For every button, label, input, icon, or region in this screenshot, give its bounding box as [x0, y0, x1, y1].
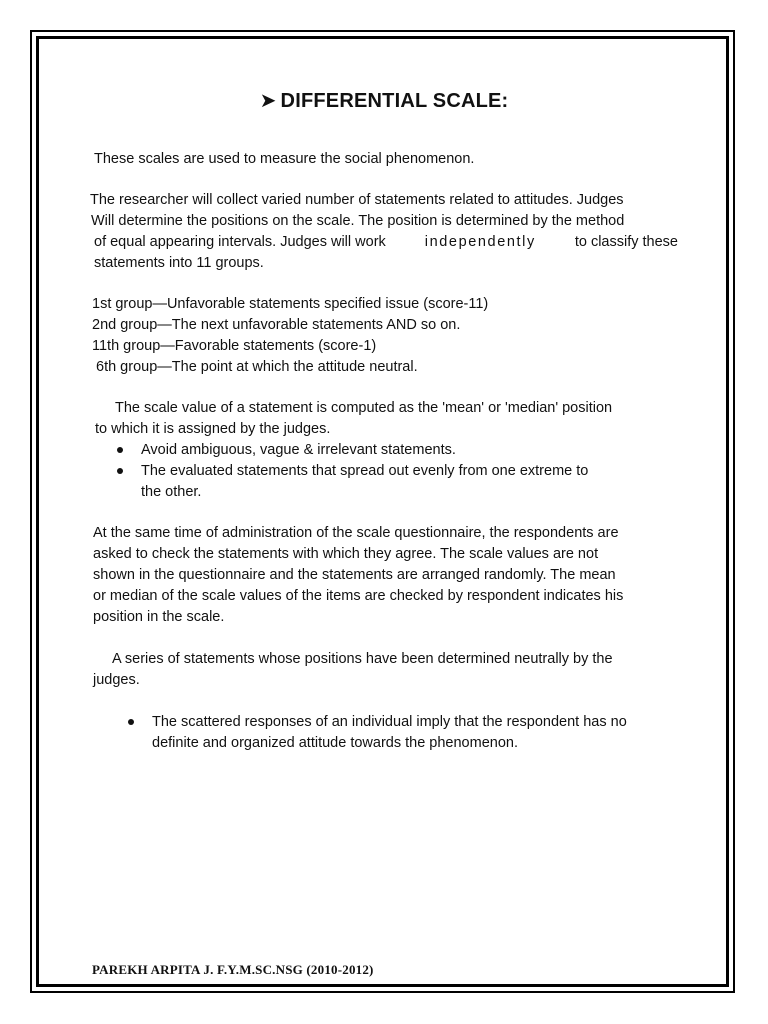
para4-line1: A series of statements whose positions have been determined neutrally by the: [112, 651, 613, 667]
intro-text: These scales are used to measure the social phenomenon.: [94, 151, 475, 167]
para3-line3: shown in the questionnaire and the statements are arranged randomly. The mean: [93, 567, 616, 583]
para3-line4: or median of the scale values of the items are checked by respondent indicates his: [93, 588, 624, 604]
list-item: [128, 712, 673, 754]
para3-line1: At the same time of administration of the scale questionnaire, the respondents are: [93, 525, 619, 541]
para1-line2: Will determine the positions on the scale. The position is determined by the method: [91, 213, 625, 229]
bullet-continuation: the other.: [141, 484, 202, 500]
bullet-dot-icon: [128, 719, 134, 725]
para2-line1: The scale value of a statement is computed as the 'mean' or 'median' position: [115, 400, 613, 416]
bullet-text: Avoid ambiguous, vague & irrelevant statements.: [141, 442, 456, 458]
para1-line3-start: of equal appearing intervals. Judges will work: [94, 234, 386, 250]
para3-line5: position in the scale.: [93, 609, 225, 625]
bullet-text: The evaluated statements that spread out evenly from one extreme to: [141, 463, 589, 479]
list-item: [117, 440, 677, 461]
para1-line3: [94, 232, 678, 253]
page-border-inner: [36, 36, 729, 987]
group-line-3: 11th group—Favorable statements (score-1): [92, 338, 377, 354]
bullet-dot-icon: [117, 447, 123, 453]
bullet-text-continuation: definite and organized attitude towards the phenomenon.: [152, 735, 518, 751]
list-item: [117, 461, 677, 482]
para1-line3-end: to classify these: [574, 234, 678, 250]
group-line-4: 6th group—The point at which the attitude neutral.: [96, 359, 418, 375]
title-text: DIFFERENTIAL SCALE:: [280, 90, 509, 112]
page-title: [0, 88, 768, 113]
para3-line2: asked to check the statements with which they agree. The scale values are not: [93, 546, 599, 562]
group-line-1: 1st group—Unfavorable statements specified issue (score-11): [92, 296, 489, 312]
group-line-2: 2nd group—The next unfavorable statements AND so on.: [92, 317, 461, 333]
para2-line2: to which it is assigned by the judges.: [95, 421, 331, 437]
footer-author: PAREKH ARPITA J. F.Y.M.SC.NSG (2010-2012): [92, 962, 374, 977]
para4-line2: judges.: [93, 672, 140, 688]
para1-line1: The researcher will collect varied number of statements related to attitudes. Judges: [90, 192, 624, 208]
arrow-bullet-icon: ➤: [259, 90, 277, 112]
para1-line4: statements into 11 groups.: [94, 255, 264, 271]
emphasized-word: independently: [424, 234, 536, 250]
bullet-dot-icon: [117, 468, 123, 474]
bullet-text: The scattered responses of an individual imply that the respondent has no: [152, 714, 627, 730]
